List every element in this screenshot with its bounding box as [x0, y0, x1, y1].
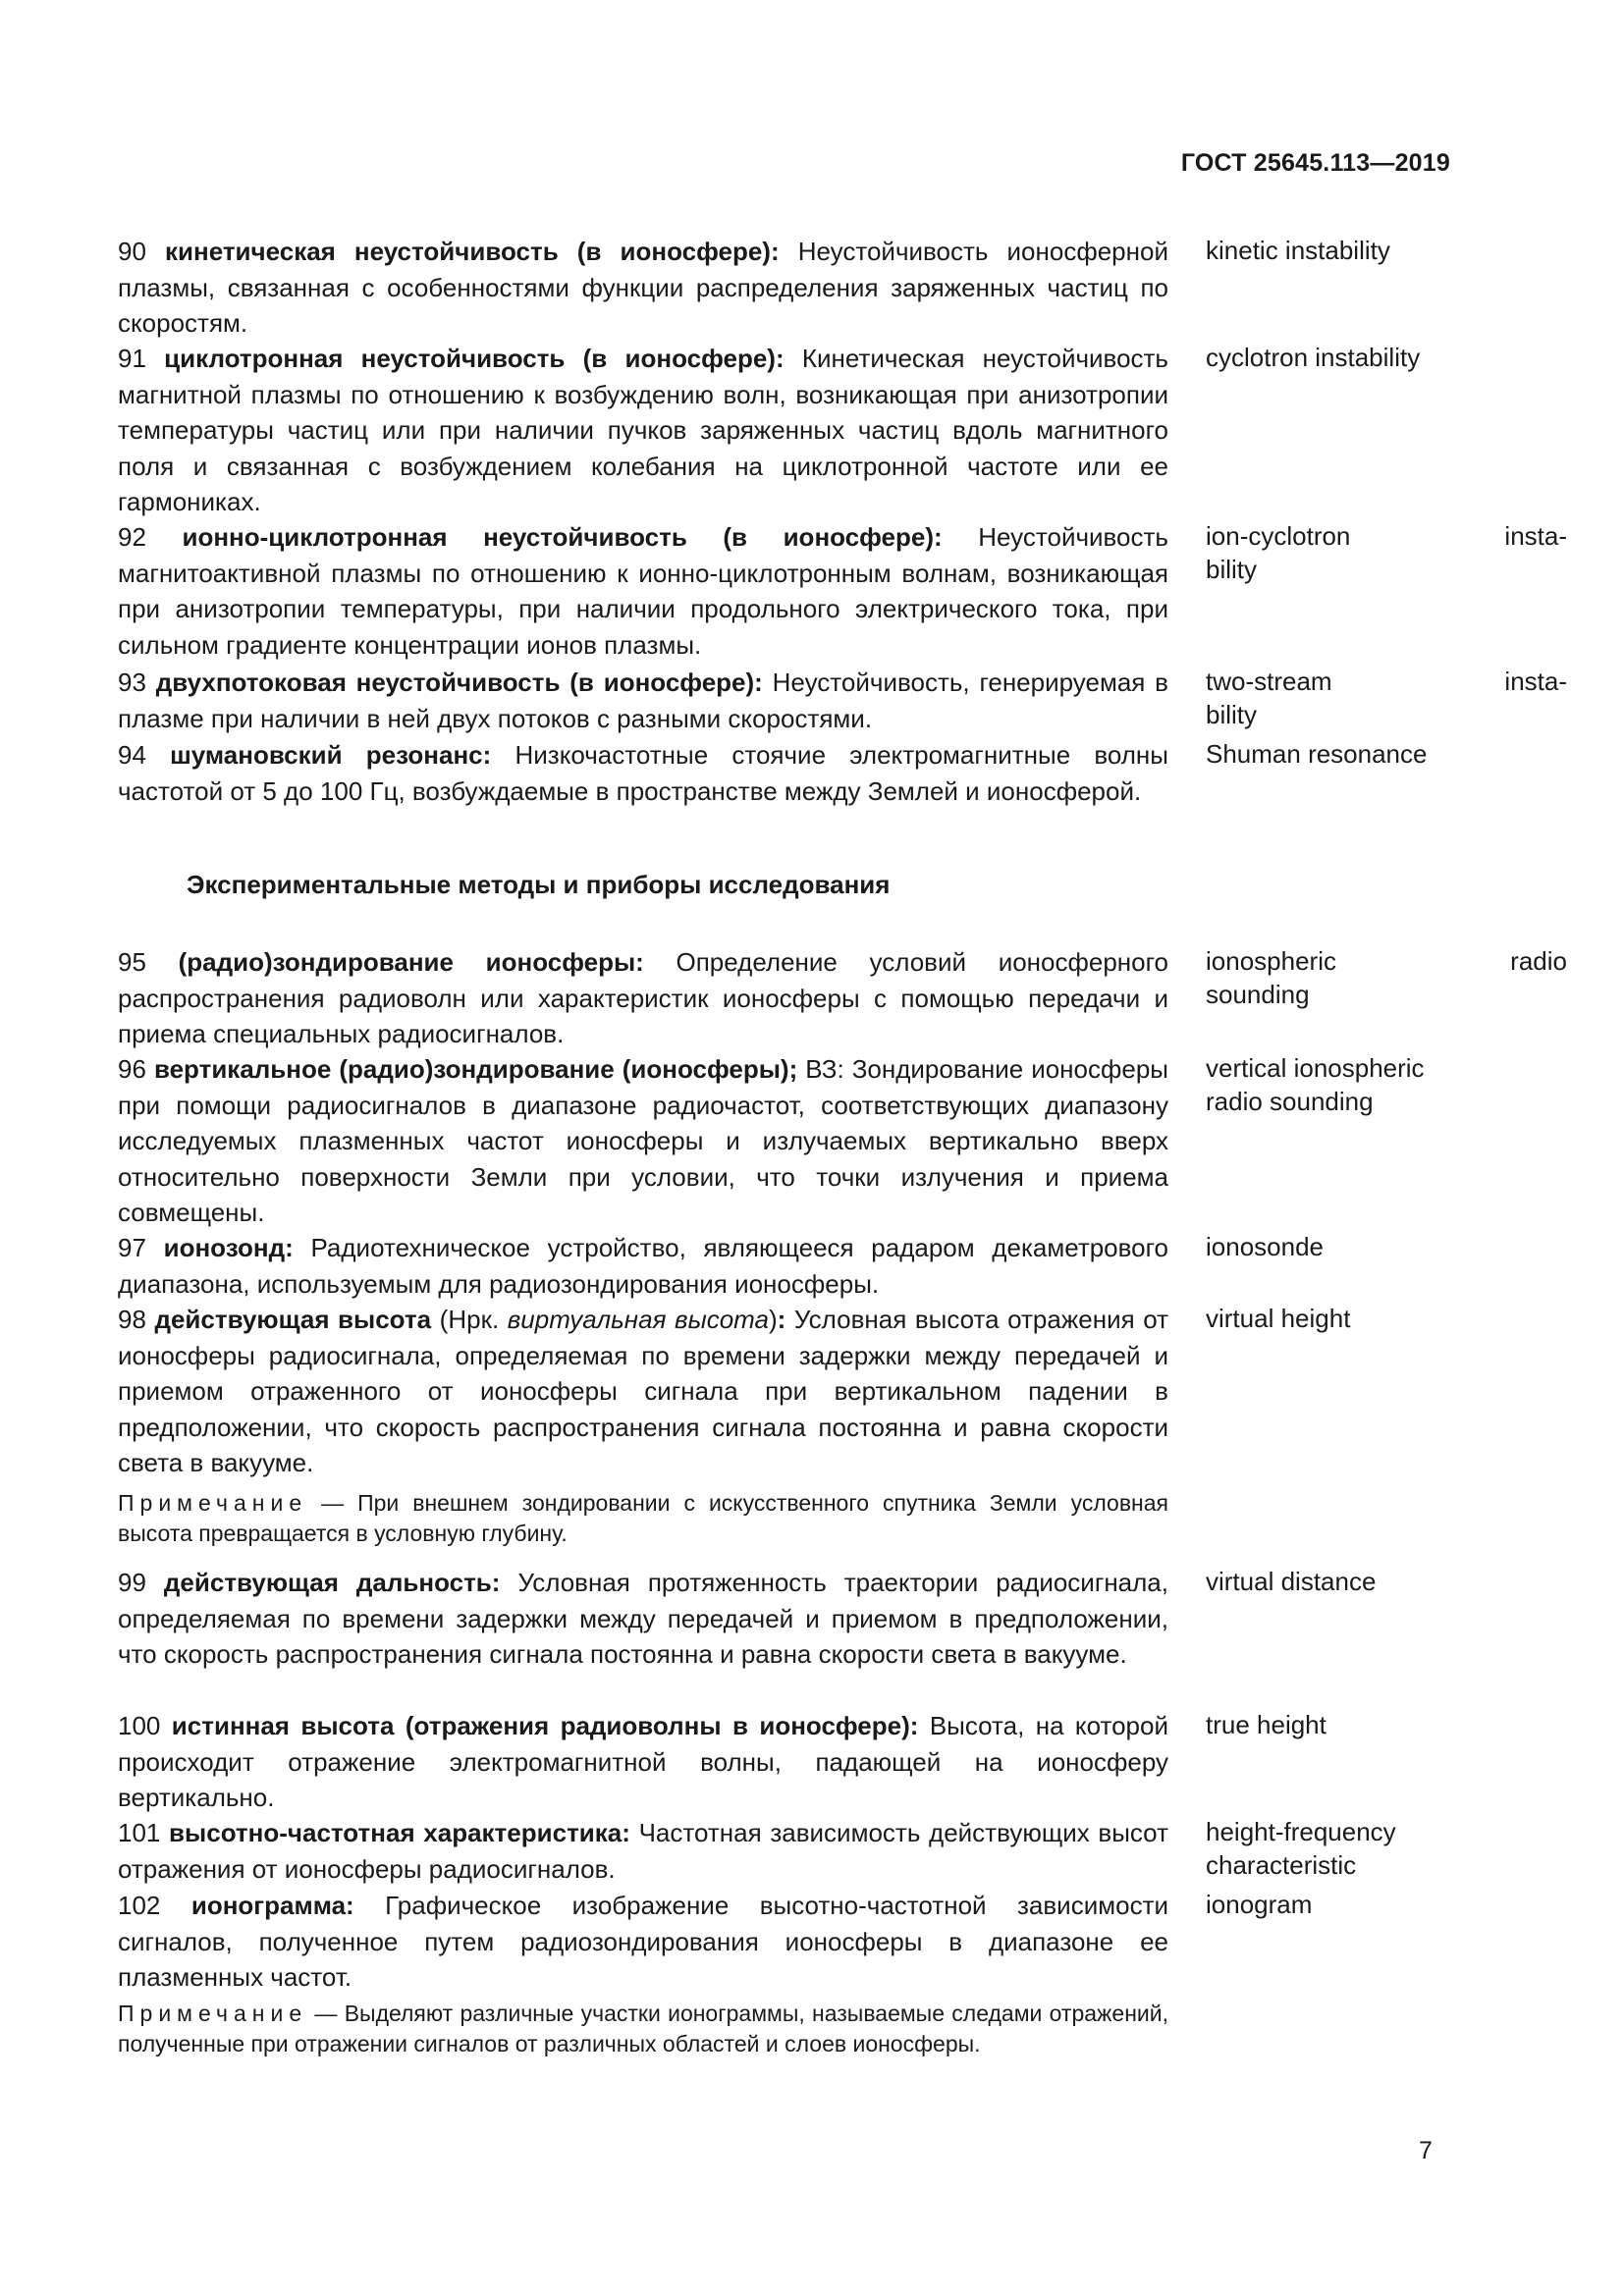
- term-definition-ru: 95 (радио)зондирование ионосферы: Определение условий ионосферного распространения радиоволн или характеристик ионосферы с помощью передачи и приема специальных радиосигналов.: [118, 947, 1169, 1048]
- term-entry-93: [118, 665, 1622, 736]
- term-definition-ru: 102 ионограмма: Графическое изображение высотно-частотной зависимости сигналов, полученное путем радиозондирования ионосферы в диапазоне ее плазменных частот.: [118, 1891, 1168, 1992]
- term-english: ionogram: [1206, 1890, 1313, 1919]
- term-definition-ru: 99 действующая дальность: Условная протяженность траектории радиосигнала, определяемая по времени задержки между передачей и приемом в предположении, что скорость распространения сигнала постоянна и равна скорости света в вакууме.: [118, 1568, 1168, 1669]
- term-title: высотно-частотная характеристика:: [169, 1818, 630, 1847]
- term-entry-99: [118, 1565, 1622, 1673]
- term-entry-101: [118, 1815, 1622, 1887]
- deprecated-term: виртуальная высота: [507, 1305, 769, 1334]
- term-english: Shuman resonance: [1206, 739, 1428, 769]
- term-definition-ru: 96 вертикальное (радио)зондирование (ионосферы); ВЗ: Зондирование ионосферы при помощи радиосигналов в диапазоне радиочастот, соответствующих диапазону исследуемых плазменных частот ионосферы и излучаемых вертикально вверх относительно поверхности Земли при условии, что точки излучения и приема совмещены.: [118, 1054, 1168, 1227]
- term-english: two-stream insta- bility: [1206, 667, 1567, 729]
- term-title: (радио)зондирование ионосферы:: [178, 947, 644, 977]
- term-definition-ru: 100 истинная высота (отражения радиоволны в ионосфере): Высота, на которой происходит отражение электромагнитной волны, падающей на ионосферу вертикально.: [118, 1711, 1168, 1812]
- term-definition-ru: 101 высотно-частотная характеристика: Частотная зависимость действующих высот отражения от ионосферы радиосигналов.: [118, 1818, 1168, 1884]
- term-title: истинная высота (отражения радиоволны в ионосфере):: [171, 1711, 919, 1740]
- term-english: ion-cyclotron insta- bility: [1206, 521, 1567, 584]
- term-title: действующая дальность:: [163, 1568, 501, 1597]
- term-english: ionosonde: [1206, 1232, 1324, 1261]
- term-definition-ru: 93 двухпотоковая неустойчивость (в ионосфере): Неустойчивость, генерируемая в плазме при наличии в ней двух потоков с разными скоростями.: [118, 667, 1168, 733]
- term-english: virtual height: [1206, 1304, 1351, 1333]
- term-english: vertical ionospheric radio sounding: [1206, 1053, 1425, 1116]
- term-entry-97: [118, 1230, 1622, 1302]
- term-definition-ru: 97 ионозонд: Радиотехническое устройство, являющееся радаром декаметрового диапазона, используемым для радиозондирования ионосферы.: [118, 1233, 1168, 1299]
- term-title: циклотронная неустойчивость (в ионосфере):: [164, 344, 785, 373]
- term-definition-ru: 94 шумановский резонанс: Низкочастотные стоячие электромагнитные волны частотой от 5 до 100 Гц, возбуждаемые в пространстве между Землей и ионосферой.: [118, 740, 1168, 806]
- note-98: Примечание — При внешнем зондировании с искусственного спутника Земли условная высота превращается в условную глубину.: [118, 1490, 1168, 1546]
- term-title: кинетическая неустойчивость (в ионосфере):: [165, 237, 780, 266]
- term-entry-91: [118, 341, 1622, 520]
- term-title: вертикальное (радио)зондирование (ионосферы);: [153, 1054, 798, 1084]
- term-english: cyclotron instability: [1206, 343, 1421, 372]
- term-title: ионозонд:: [163, 1233, 294, 1262]
- term-entry-100: [118, 1708, 1622, 1816]
- term-title: ионно-циклотронная неустойчивость (в ионосфере):: [182, 522, 943, 552]
- term-entry-102: [118, 1888, 1622, 1996]
- term-entry-95: [118, 944, 1622, 1052]
- term-entry-90: [118, 234, 1622, 342]
- term-english: height-frequency characteristic: [1206, 1817, 1396, 1880]
- term-entry-94: [118, 737, 1622, 809]
- term-definition-ru: 91 циклотронная неустойчивость (в ионосфере): Кинетическая неустойчивость магнитной плазмы по отношению к возбуждению волн, возникающая при анизотропии температуры частиц или при наличии пучков заряженных частиц вдоль магнитного поля и связанная с возбуждением колебания на циклотронной частоте или ее гармониках.: [118, 344, 1168, 516]
- term-title: двухпотоковая неустойчивость (в ионосфере):: [155, 667, 763, 697]
- term-title: шумановский резонанс:: [170, 740, 492, 770]
- section-heading: Экспериментальные методы и приборы исследования: [187, 870, 891, 899]
- term-title: действующая высота: [154, 1305, 432, 1334]
- term-definition-ru: 98 действующая высота (Нрк. виртуальная высота): Условная высота отражения от ионосферы радиосигнала, определяемая по времени задержки между передачей и приемом отраженного от ионосферы сигнала при вертикальном падении в предположении, что скорость распространения сигнала постоянна и равна скорости света в вакууме.: [118, 1305, 1169, 1477]
- page-number: 7: [1419, 2137, 1433, 2164]
- term-english: ionospheric radio sounding: [1206, 946, 1567, 1009]
- note-102: Примечание — Выделяют различные участки ионограммы, называемые следами отражений, полученные при отражении сигналов от различных областей и слоев ионосферы.: [118, 2001, 1168, 2056]
- document-code: ГОСТ 25645.113—2019: [1180, 149, 1450, 177]
- term-abbreviation: ВЗ:: [805, 1054, 844, 1084]
- term-english: true height: [1206, 1710, 1326, 1739]
- term-definition-ru: 92 ионно-циклотронная неустойчивость (в ионосфере): Неустойчивость магнитоактивной плазмы по отношению к ионно-циклотронным волнам, возникающая при анизотропии температуры, при наличии продольного электрического тока, при сильном градиенте концентрации ионов плазмы.: [118, 522, 1168, 660]
- term-entry-96: [118, 1051, 1622, 1231]
- term-entry-92: [118, 519, 1622, 663]
- term-definition-ru: 90 кинетическая неустойчивость (в ионосфере): Неустойчивость ионосферной плазмы, связанная с особенностями функции распределения заряженных частиц по скоростям.: [118, 237, 1168, 338]
- term-entry-98: [118, 1302, 1622, 1481]
- term-title: ионограмма:: [190, 1891, 354, 1920]
- note-label: Примечание: [118, 1490, 308, 1516]
- term-english: virtual distance: [1206, 1567, 1377, 1596]
- note-label: Примечание: [118, 2001, 308, 2026]
- term-english: kinetic instability: [1206, 236, 1390, 265]
